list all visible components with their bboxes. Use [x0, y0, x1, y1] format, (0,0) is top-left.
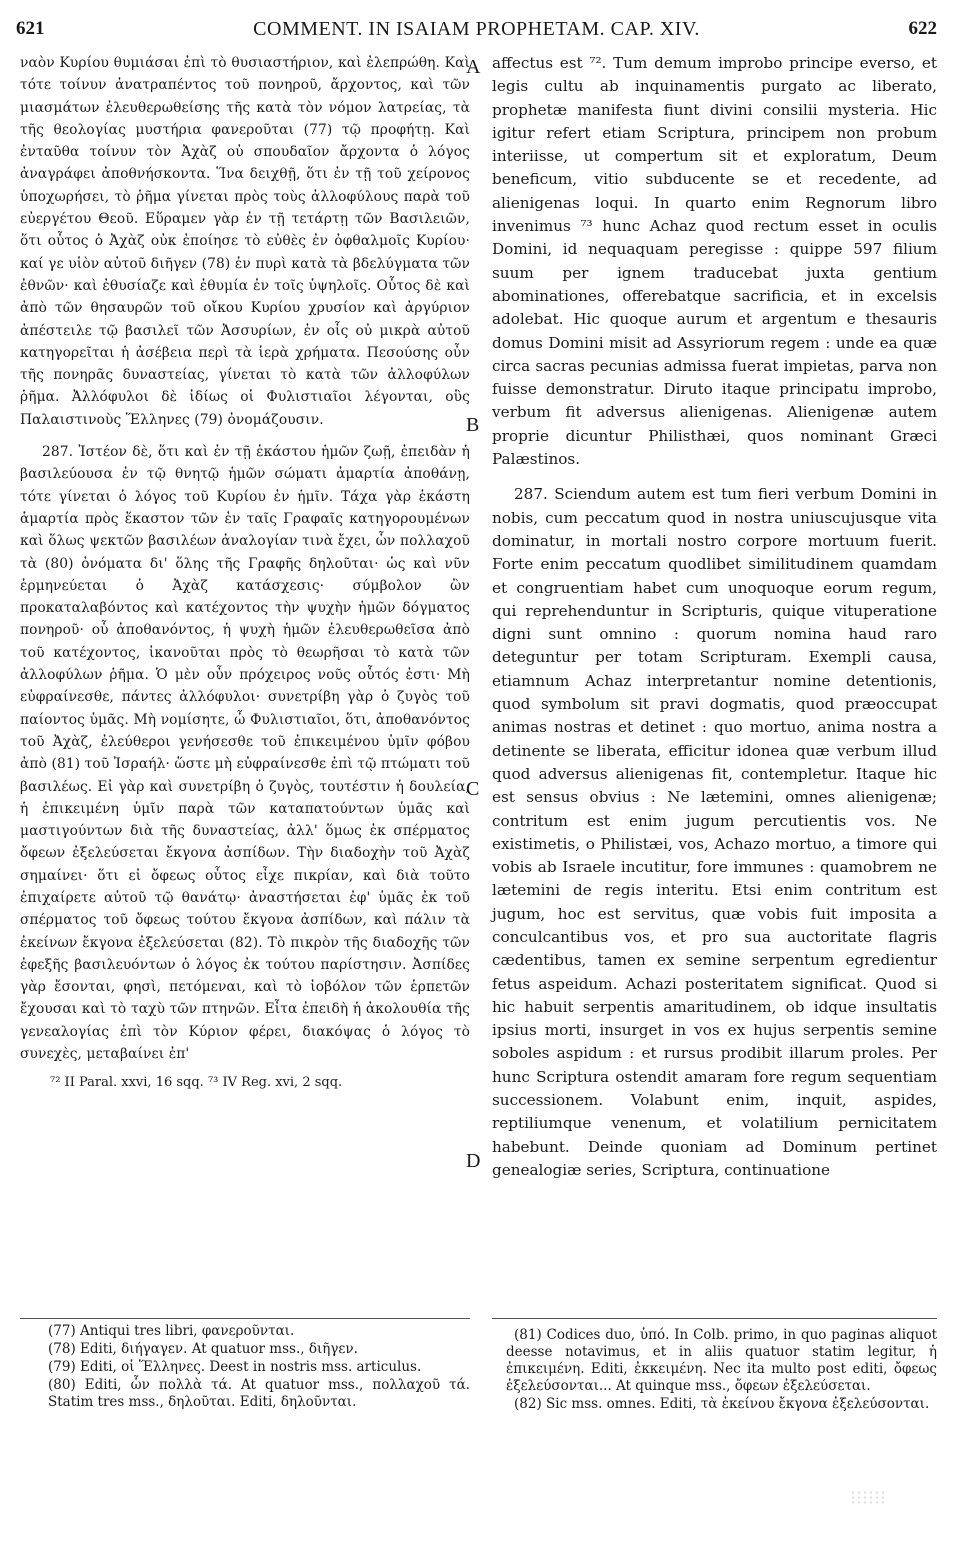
- footnote-77: (77) Antiqui tres libri, φανεροῦνται.: [48, 1323, 295, 1339]
- footnote-78: (78) Editi, διήγαγεν. At quatuor mss., διῆγεν.: [48, 1341, 358, 1357]
- footnote-81: (81) Codices duo, ὑπό. In Colb. primo, in quo paginas aliquot deesse notavimus, et in aliis quatuor statim legitur, ἡ ἐπικειμένη. Editi, ἐκκειμένη. Nec ita multo post editi, ὄφεως ἐξελεύσονται... At quinque mss., ὄφεων ἐξελεύσεται.: [506, 1327, 937, 1394]
- footnote-79: (79) Editi, οἱ Ἕλληνες. Deest in nostris mss. articulus.: [48, 1359, 422, 1375]
- scan-speck: [850, 1490, 886, 1504]
- latin-column: [492, 52, 937, 1182]
- latin-paragraph-287: 287. Sciendum autem est tum fieri verbum Domini in nobis, cum peccatum quod in nostra uniuscujusque vita dominatur, in mortali nostro corpore mortuum fuerit. Forte enim peccatum quodlibet similitudinem quamdam et congruentiam habet cum unoquoque eorum regum, qui reprehenduntur in Scripturis, quique vituperatione digni sunt omnino : quorum nomina haud raro deteguntur per totam Scripturam. Exempli causa, etiamnum Achaz interpretantur nomine detentionis, quod symbolum sit pravi dogmatis, quod præoccupat animas nostras et detinet : quo mortuo, anima nostra a detinente se liberata, efficitur idonea quæ verbum illud quod adversus alienigenas fit, contempletur. Itaque hic est sensus obvius : Ne lætemini, omnes alienigenæ; contritum est enim jugum percutientis vos. Ne existimetis, o Philistæi, vos, Achazo mortuo, a timore qui vobis ab Israele incutitur, fore immunes : quamobrem ne lætemini de regis interitu. Etsi enim contritum est jugum, hoc est servitus, quæ vobis fuit imposita a conculcantibus vos, et pro sua auctoritate flagris cædentibus, tamen ex semine serpentum egredientur fetus aspeidum. Achazi posteritatem significat. Quod si hic habuit serpentis amaritudinem, ob idque insultatis ipsius morti, insurget in vos ex hujus serpentis semine soboles aspidum : et rursus prodibit illarum proles. Per hunc Scriptura ostendit amaram fore regum sequentiam successionem. Volabunt enim, inquit, aspides, reptiliumque venenum, et volatilium pernicitatem habebunt. Deinde quoniam ad Dominum pertinet genealogiæ series, Scriptura, continuatione: [492, 485, 937, 1179]
- scripture-references: ⁷² II Paral. xxvi, 16 sqq. ⁷³ IV Reg. xvi, 2 sqq.: [50, 1075, 343, 1091]
- footnote-80: (80) Editi, ὧν πολλὰ τά. At quatuor mss., πολλαχοῦ τά. Statim tres mss., δηλοῦται. Editi, δηλοῦνται.: [48, 1377, 470, 1410]
- margin-marker-b: B: [466, 414, 480, 436]
- greek-paragraph-287: 287. Ἰστέον δὲ, ὅτι καὶ ἐν τῇ ἑκάστου ἡμῶν ζωῇ, ἐπειδὰν ἡ βασιλεύουσα ἐν τῷ θνητῷ ἡμῶν σώματι ἁμαρτία ἀποθάνῃ, τότε γίνεται ὁ λόγος τοῦ Κυρίου ἐν ἡμῖν. Τάχα γὰρ ἑκάστη ἁμαρτία πρὸς ἕκαστον τῶν ἐν ταῖς Γραφαῖς κατηγορουμένων καὶ ὅλως ψεκτῶν βασιλέων ἀναλογίαν τινὰ ἔχει, ὧν πολλαχοῦ τὰ (80) ὀνόματα δι' ὅλης τῆς Γραφῆς δηλοῦται· ὡς καὶ νῦν ἑρμηνεύεται ὁ Ἀχὰζ κατάσχεσις· σύμβολον ὢν προκαταλαβόντος καὶ κατέχοντος τὴν ψυχὴν ἡμῶν δόγματος πονηροῦ· οὗ ἀποθανόντος, ἡ ψυχὴ ἡμῶν ἐλευθερωθεῖσα ἀπὸ τοῦ κατέχοντος, ἱκανοῦται πρὸς τὸ θεωρῆσαι τὸ κατὰ τῶν ἀλλοφύλων ῥῆμα. Ὁ μὲν οὖν πρόχειρος νοῦς οὗτός ἐστι· Μὴ εὐφραίνεσθε, πάντες ἀλλόφυλοι· συνετρίβη γὰρ ὁ ζυγὸς τοῦ παίοντος ὑμᾶς. Μὴ νομίσητε, ὦ Φυλιστιαῖοι, ὅτι, ἀποθανόντος τοῦ Ἀχὰζ, ἐλεύθεροι γενήσεσθε τοῦ ἐπικειμένου ὑμῖν φόβου ἀπὸ (81) τοῦ Ἰσραήλ· ὥστε μὴ εὐφραίνεσθε ἐπὶ τῷ πτώματι τοῦ βασιλέως. Εἰ γὰρ καὶ συνετρίβη ὁ ζυγὸς, τουτέστιν ἡ δουλεία, ἡ ἐπικειμένη ὑμῖν παρὰ τῶν καταπατούντων ὑμᾶς καὶ μαστιγούντων διὰ τῆς δυναστείας, ἀλλ' ὅμως ἐκ σπέρματος ὄφεων ἐξελεύσεται ἔκγονα ἀσπίδων. Τὴν διαδοχὴν τοῦ Ἀχὰζ σημαίνει· ὅτι εἰ ὄφεως οὗτος εἶχε πικρίαν, καὶ διὰ τοῦτο ἐπιχαίρετε αὐτοῦ τῷ θανάτῳ· ἀναστήσεται ἐφ' ὑμᾶς ἐκ τοῦ σπέρματος τοῦ ὄφεως τούτου ἔκγονα ἀσπίδων, καὶ πάλιν τὰ ἐκείνων ἔκγονα ἐξελεύσεται (82). Τὸ πικρὸν τῆς διαδοχῆς τῶν ἐφεξῆς βασιλευόντων ὁ λόγος ἐκ τούτου παρίστησιν. Ἀσπίδες γὰρ ἔσονται, φησὶ, πετόμεναι, καὶ τὸ ἰοβόλον τῶν ἑρπετῶν ἔχουσαι καὶ τὸ ταχὺ τῶν πτηνῶν. Εἶτα ἐπειδὴ ἡ ἀκολουθία τῆς γενεαλογίας ἐπὶ τὸν Κύριον φέρει, διακόψας ὁ λόγος τὸ συνεχὲς, μεταβαίνει ἐπ': [20, 444, 471, 1063]
- margin-marker-a: A: [466, 56, 481, 78]
- greek-paragraph-1: ναὸν Κυρίου θυμιάσαι ἐπὶ τὸ θυσιαστήριον, καὶ ἐλεπρώθη. Καὶ τότε τοίνυν ἀνατραπέντος τοῦ πονηροῦ, ἄρχοντος, καὶ τῶν μιασμάτων ἐλευθερωθείσης τῆς κατὰ τὸν νόμον λατρείας, τὰ τῆς θεολογίας μυστήρια φανεροῦται (77) τῷ προφήτῃ. Καὶ ἐνταῦθα τοίνυν τὸν Ἀχὰζ οὐ σπουδαῖον ἄρχοντα ὁ λόγος ἀναγράφει ἀποθνήσκοντα. Ἵνα δειχθῇ, ὅτι ἐν τῇ τοῦ χείρονος ὑποχωρήσει, τὸ ῥῆμα γίνεται πρὸς τοὺς ἀλλοφύλους παρὰ τοῦ εὐεργέτου Θεοῦ. Εὕραμεν γὰρ ἐν τῇ τετάρτῃ τῶν Βασιλειῶν, ὅτι οὗτος ὁ Ἀχὰζ οὐκ ἐποίησε τὸ εὐθὲς ἐν ὀφθαλμοῖς Κυρίου· καί γε υἱὸν αὐτοῦ διῆγεν (78) ἐν πυρὶ κατὰ τὰ βδελύγματα τῶν ἐθνῶν· καὶ ἐθυσίαζε καὶ ἐθυμία ἐν τοῖς ὑψηλοῖς. Οὗτος δὲ καὶ ἀπὸ τῶν θησαυρῶν τοῦ οἴκου Κυρίου χρυσίον καὶ ἀργύριον ἀπέστειλε τῷ βασιλεῖ τῶν Ἀσσυρίων, ἐν οἷς οὐ μικρὰ αὐτοῦ κατηγορεῖται ἡ ἀσέβεια περὶ τὰ ἱερὰ χρήματα. Πεσούσης οὖν τῆς πονηρᾶς δυναστείας, γίνεται τὸ κατὰ τῶν ἀλλοφύλων ῥῆμα. Ἀλλόφυλοι δὲ ἰδίως οἱ Φυλιστιαῖοι λέγονται, οὓς Παλαιστινοὺς Ἕλληνες (79) ὀνομάζουσιν.: [20, 55, 470, 428]
- latin-paragraph-1: affectus est ⁷². Tum demum improbo principe everso, et legis cultu ab inquinamentis purgato ac liberato, prophetæ manifesta fiunt divini consilii mysteria. Hic igitur refert etiam Scriptura, principem non probum interiisse, ut compertum sit et exploratum, Deum beneficum, vitio subducente se et recedente, ad alienigenas loqui. In quarto enim Regnorum libro invenimus ⁷³ hunc Achaz quod rectum esset in oculis Domini, id nequaquam peregisse : quippe 597 filium suum per ignem traducebat juxta gentium abominationes, offerebatque sacrificia, et in excelsis adolebat. Hic quoque aurum et argentum e thesauris domus Domini misit ad Assyriorum regem : unde ea quæ circa sacras pecunias admissa fuerat impietas, parva non fuisse demonstratur. Diruto itaque principatu improbo, verbum fit adversus alienigenas. Alienigenæ autem proprie dicuntur Philisthæi, quos nominant Græci Palæstinos.: [492, 54, 937, 469]
- page-number-left: 621: [16, 18, 45, 39]
- footnote-82: (82) Sic mss. omnes. Editi, τὰ ἐκείνου ἔκγονα ἐξελεύσονται.: [514, 1396, 930, 1412]
- page-header: [14, 18, 939, 44]
- footnotes-left: [20, 1318, 470, 1412]
- greek-column: [20, 52, 470, 1093]
- running-title: COMMENT. IN ISAIAM PROPHETAM. CAP. XIV.: [253, 18, 700, 40]
- footnotes-right: [492, 1318, 937, 1414]
- margin-marker-c: C: [466, 778, 480, 800]
- page-number-right: 622: [908, 18, 937, 39]
- margin-marker-d: D: [466, 1150, 481, 1172]
